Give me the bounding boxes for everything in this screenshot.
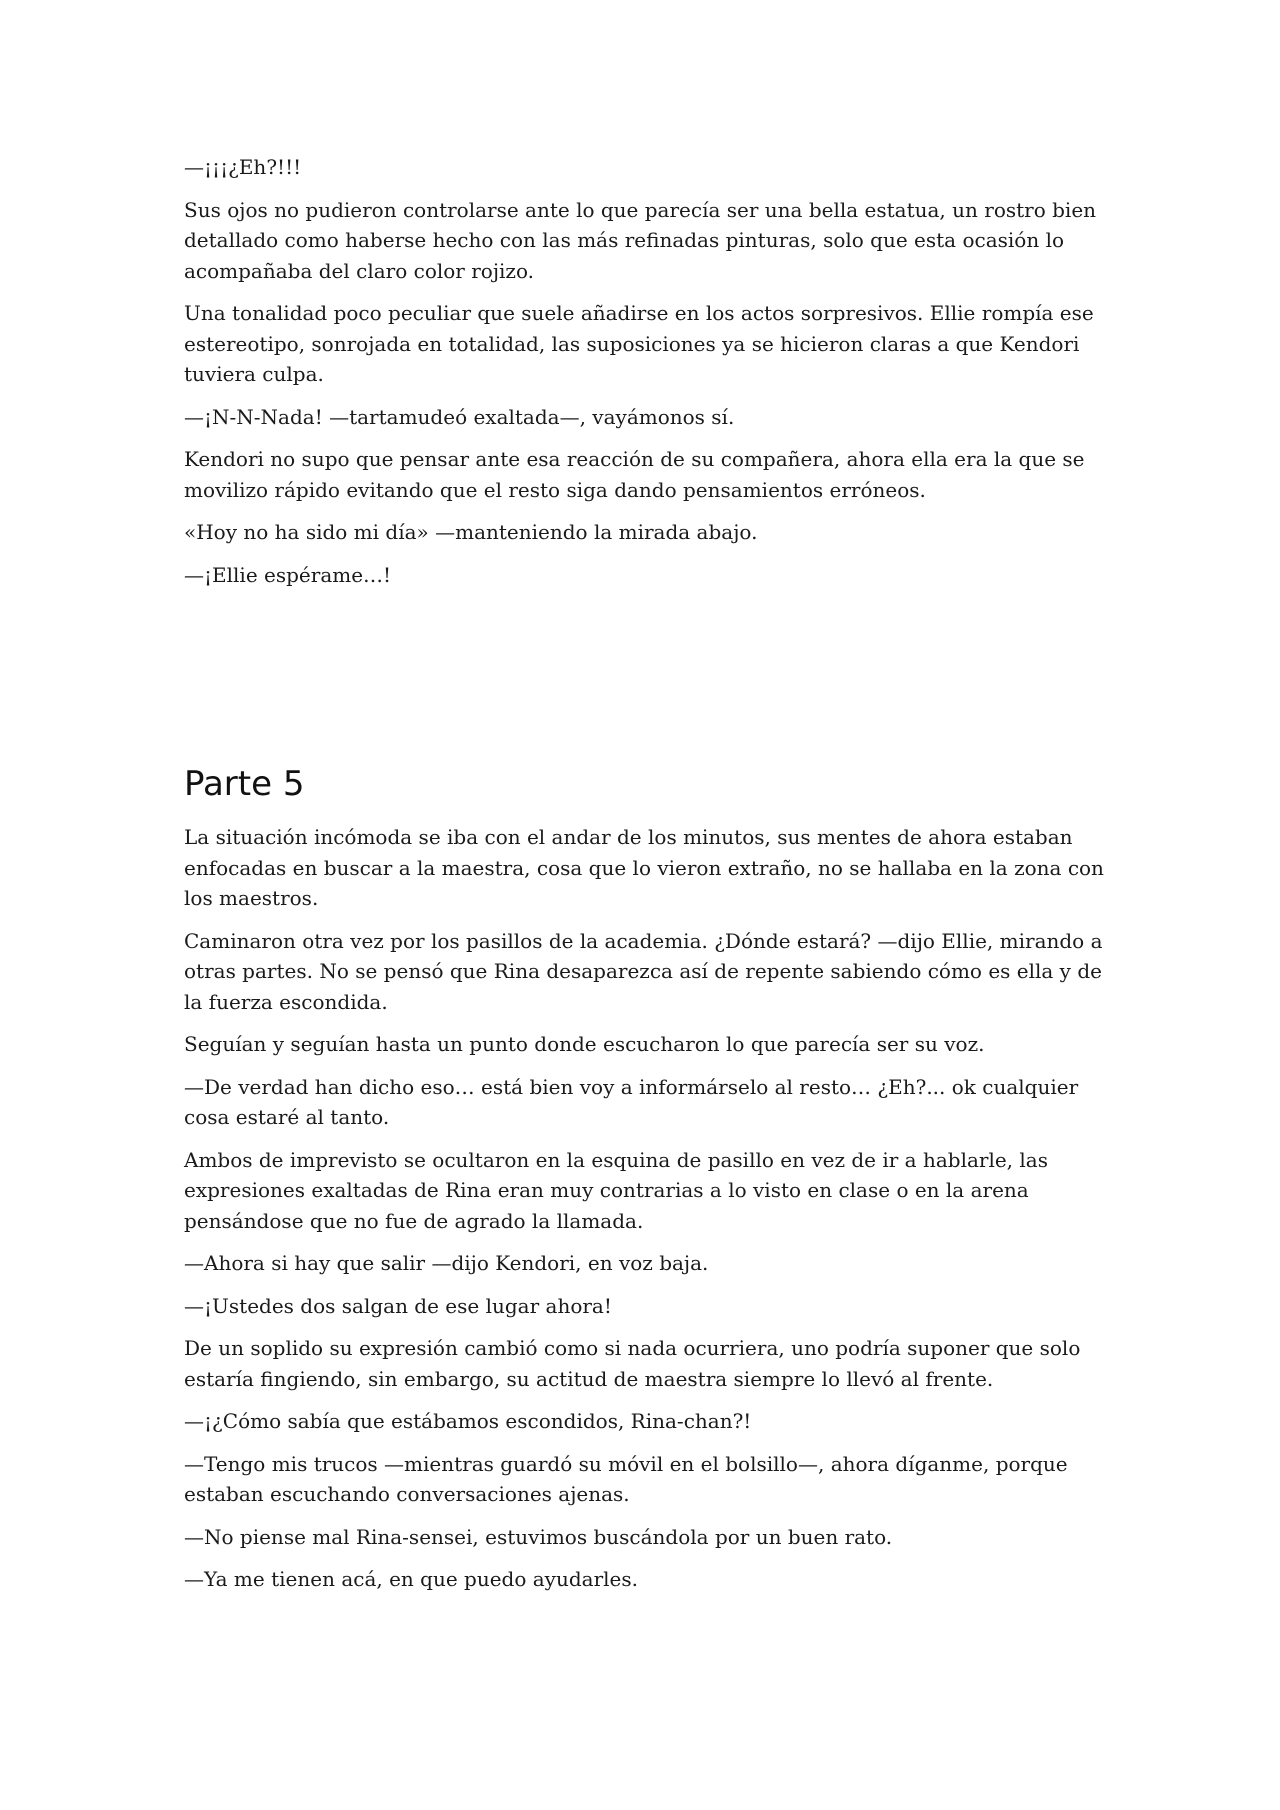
- paragraph: —¡¡¡¿Eh?!!!: [184, 155, 302, 179]
- section-heading: Parte 5: [184, 764, 305, 804]
- paragraph: —¡Ustedes dos salgan de ese lugar ahora!: [184, 1293, 612, 1318]
- paragraph: —¡N-N-Nada! —tartamudeó exaltada—, vayámonos sí.: [184, 404, 735, 429]
- paragraph: Seguían y seguían hasta un punto donde escucharon lo que parecía ser su voz.: [184, 1032, 985, 1056]
- paragraph: Sus ojos no pudieron controlarse ante lo que parecía ser una bella estatua, un rostro bien detallado como haberse hecho con las más refinadas pinturas, solo que esta ocasión lo acompañaba del claro color rojizo.: [184, 197, 1097, 283]
- paragraph: —No piense mal Rina-sensei, estuvimos buscándola por un buen rato.: [184, 1524, 893, 1549]
- paragraph: Caminaron otra vez por los pasillos de la academia. ¿Dónde estará? —dijo Ellie, mirando a otras partes. No se pensó que Rina desaparezca así de repente sabiendo cómo es ella y de la fuerza escondida.: [184, 928, 1103, 1014]
- paragraph: Kendori no supo que pensar ante esa reacción de su compañera, ahora ella era la que se movilizo rápido evitando que el resto siga dando pensamientos erróneos.: [184, 447, 1085, 502]
- paragraph: —De verdad han dicho eso… está bien voy a informárselo al resto… ¿Eh?... ok cualquier cosa estaré al tanto.: [184, 1074, 1079, 1129]
- paragraph: —¡Ellie espérame…!: [184, 562, 392, 587]
- paragraph: —Ya me tienen acá, en que puedo ayudarles.: [184, 1567, 638, 1591]
- paragraph: La situación incómoda se iba con el andar de los minutos, sus mentes de ahora estaban enfocadas en buscar a la maestra, cosa que lo vieron extraño, no se hallaba en la zona con los maestros.: [184, 825, 1104, 910]
- section-a: [184, 152, 1114, 602]
- paragraph: «Hoy no ha sido mi día» —manteniendo la mirada abajo.: [184, 520, 758, 544]
- paragraph: —¡¿Cómo sabía que estábamos escondidos, Rina-chan?!: [184, 1409, 752, 1433]
- paragraph: Ambos de imprevisto se ocultaron en la esquina de pasillo en vez de ir a hablarle, las expresiones exaltadas de Rina eran muy contrarias a lo visto en clase o en la arena pensándose que no fue de agrado la llamada.: [184, 1147, 1048, 1233]
- paragraph: Una tonalidad poco peculiar que suele añadirse en los actos sorpresivos. Ellie rompía ese estereotipo, sonrojada en totalidad, las suposiciones ya se hicieron claras a que Kendori tuviera culpa.: [184, 301, 1094, 386]
- section-b: [184, 760, 1114, 1607]
- paragraph: —Ahora si hay que salir —dijo Kendori, en voz baja.: [184, 1251, 709, 1275]
- paragraph: —Tengo mis trucos —mientras guardó su móvil en el bolsillo—, ahora díganme, porque estaban escuchando conversaciones ajenas.: [184, 1451, 1068, 1506]
- paragraph: De un soplido su expresión cambió como si nada ocurriera, uno podría suponer que solo estaría fingiendo, sin embargo, su actitud de maestra siempre lo llevó al frente.: [184, 1336, 1081, 1391]
